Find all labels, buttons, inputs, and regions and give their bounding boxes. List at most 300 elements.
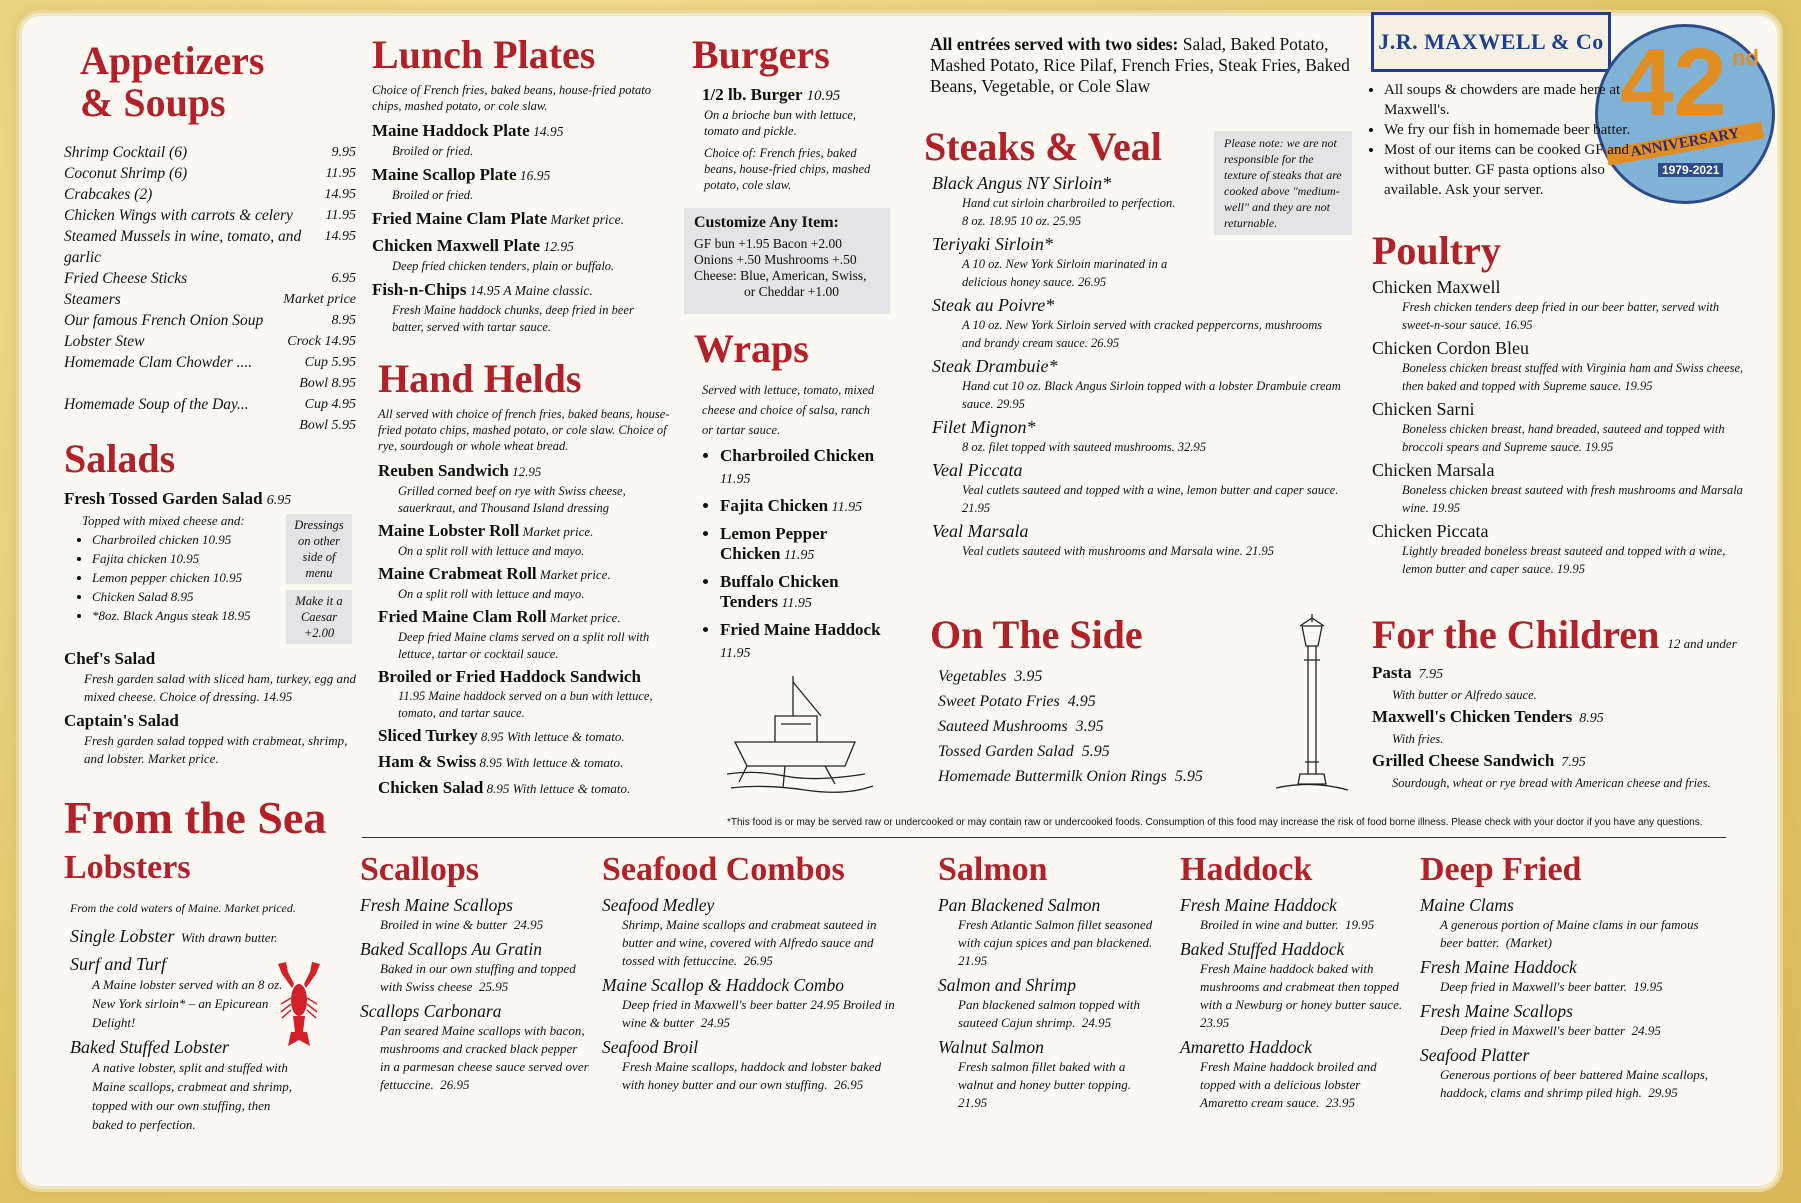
chef-salad-desc: Fresh garden salad with sliced ham, turkey, egg and mixed cheese. Choice of dressing. 14.95 xyxy=(84,671,357,704)
handheld-desc: Grilled corned beef on rye with Swiss cheese, sauerkraut, and Thousand Island dressing xyxy=(398,484,626,515)
deepfried-list xyxy=(1420,894,1710,1102)
appetizer-price: 11.95 xyxy=(325,208,356,223)
appetizer-item xyxy=(64,142,356,163)
appetizer-name: Steamers xyxy=(64,291,121,308)
deepfried-item xyxy=(1420,1000,1710,1040)
wrap-name: Fried Maine Haddock xyxy=(720,620,881,639)
lunch-item xyxy=(372,120,660,160)
poultry-item xyxy=(1372,337,1772,395)
haddock-desc xyxy=(1180,960,1409,1032)
haddock-price: 23.95 xyxy=(1200,996,1409,1030)
appetizer-name: Homemade Soup of the Day... xyxy=(64,396,249,413)
steak-desc xyxy=(932,377,1344,413)
appetizer-price: 6.95 xyxy=(331,271,356,286)
combo-desc-text: Shrimp, Maine scallops and crabmeat sauteed in butter and wine, covered with Alfredo sauce and tossed with fettuccine. xyxy=(622,916,877,968)
appetizer-name: Chicken Wings with carrots & celery xyxy=(64,207,293,224)
handheld-name: Broiled or Fried Haddock Sandwich xyxy=(378,667,641,686)
steak-price: 21.95 xyxy=(962,501,991,515)
burger-item xyxy=(692,84,884,107)
scallop-price: 25.95 xyxy=(472,978,509,994)
handheld-heading xyxy=(378,666,678,688)
scallop-name: Scallops Carbonara xyxy=(360,1000,502,1021)
deepfried-name: Fresh Maine Haddock xyxy=(1420,956,1577,977)
anniversary-years: 1979-2021 xyxy=(1658,163,1723,177)
wrap-item xyxy=(720,496,884,518)
lunch-item-desc: Deep fried chicken tenders, plain or buffalo. xyxy=(392,259,615,273)
lobsters-list xyxy=(64,925,300,1134)
child-price: 7.95 xyxy=(1554,755,1586,770)
lunch-item-price: 14.95 xyxy=(529,124,564,139)
lobster-desc: A Maine lobster served with an 8 oz. New York sirloin* – an Epicurean Delight! xyxy=(92,976,283,1030)
salmon-desc-text: Pan blackened salmon topped with sauteed Cajun shrimp. xyxy=(958,996,1140,1030)
appetizer-name: Steamed Mussels in wine, tomato, and garlic xyxy=(64,228,302,266)
poultry-name: Chicken Sarni xyxy=(1372,399,1475,419)
chef-salad: Chef's Salad xyxy=(64,649,156,668)
salmon-desc-text: Fresh salmon fillet baked with a walnut and honey butter topping. xyxy=(958,1058,1131,1092)
poultry-desc xyxy=(1372,359,1752,395)
handheld-desc: Deep fried Maine clams served on a split roll with lettuce, tartar or cocktail sauce. xyxy=(398,630,650,661)
deepfried-desc xyxy=(1420,978,1710,996)
side-name: Homemade Buttermilk Onion Rings xyxy=(938,768,1167,785)
lobster-inline: With drawn butter. xyxy=(174,929,278,945)
side-item xyxy=(938,739,1260,764)
child-price: 7.95 xyxy=(1411,667,1444,682)
scallop-price: 24.95 xyxy=(507,916,544,932)
deepfried-item xyxy=(1420,956,1710,996)
side-price: 3.95 xyxy=(1006,668,1043,685)
steak-desc xyxy=(932,255,1212,291)
wrap-price: 11.95 xyxy=(720,472,751,487)
handheld-heading xyxy=(378,751,678,774)
poultry-name: Chicken Maxwell xyxy=(1372,277,1501,297)
salmon-title: Salmon xyxy=(938,851,1048,888)
steak-price: 8 oz. 18.95 10 oz. 25.95 xyxy=(962,214,1082,228)
handhelds-title: Hand Helds xyxy=(378,356,582,401)
customize-line: Onions +.50 Mushrooms +.50 xyxy=(694,252,857,267)
steak-name: Steak Drambuie* xyxy=(932,356,1058,376)
lobster-item xyxy=(70,925,300,949)
scallop-item xyxy=(360,1000,590,1094)
salad-topping: • Fajita chicken 10.95 xyxy=(92,549,286,568)
salads-title: Salads xyxy=(64,436,176,481)
appetizer-price: Bowl 5.95 xyxy=(299,418,356,433)
lunch-item-price: 14.95 A Maine classic. xyxy=(466,283,593,298)
deepfried-name: Seafood Platter xyxy=(1420,1044,1530,1065)
salmon-item xyxy=(938,974,1154,1032)
salmon-price: 24.95 xyxy=(1075,1014,1112,1030)
handheld-price: 8.95 With lettuce & tomato. xyxy=(477,729,625,744)
wraps-intro: Served with lettuce, tomato, mixed cheese and choice of salsa, ranch or tartar sauce. xyxy=(702,383,875,437)
handheld-heading xyxy=(378,520,678,543)
lobster-desc: A native lobster, split and stuffed with Maine scallops, crabmeat and shrimp, topped with our own stuffing, then baked to perfection. xyxy=(92,1059,293,1132)
appetizer-item xyxy=(64,184,356,205)
haddock-name: Amaretto Haddock xyxy=(1180,1036,1313,1057)
lobsters-section xyxy=(64,850,300,1134)
scallop-desc-text: Broiled in wine & butter xyxy=(380,916,508,932)
combo-name: Seafood Medley xyxy=(602,894,715,915)
steak-price: 26.95 xyxy=(1074,275,1107,289)
side-item xyxy=(938,714,1260,739)
steak-name: Veal Piccata xyxy=(932,460,1023,480)
poultry-price: 19.95 xyxy=(1581,440,1614,454)
scallops-section xyxy=(360,852,590,1094)
appetizer-name: Shrimp Cocktail (6) xyxy=(64,144,188,161)
appetizer-item xyxy=(64,394,356,415)
salad-topping: • *8oz. Black Angus steak 18.95 xyxy=(92,606,286,625)
poultry-price: 19.95 xyxy=(1621,379,1653,393)
fact-item: • We fry our fish in homemade beer batter. xyxy=(1384,120,1664,140)
burger-name: 1/2 lb. Burger xyxy=(702,85,803,104)
appetizer-item xyxy=(64,331,356,352)
scallops-list xyxy=(360,894,590,1094)
brand-logo xyxy=(1371,12,1611,72)
boat-illustration xyxy=(725,670,875,800)
lunch-intro: Choice of French fries, baked beans, house-fried potato chips, mashed potato, or cole slaw. xyxy=(372,83,651,113)
captain-salad: Captain's Salad xyxy=(64,711,179,730)
appetizer-name: Crabcakes (2) xyxy=(64,186,153,203)
wrap-item xyxy=(720,572,884,614)
lunch-item-heading xyxy=(372,164,660,187)
child-item xyxy=(1372,706,1772,748)
combo-desc xyxy=(602,916,902,970)
wrap-item xyxy=(720,524,884,566)
raw-food-warning: *This food is or may be served raw or undercooked or may contain raw or undercooked foods. Consumption of this food may increase the risk of food borne illness. Please check with your doctor if you have any questions. xyxy=(727,817,1703,828)
poultry-name: Chicken Cordon Bleu xyxy=(1372,338,1529,358)
burgers-section xyxy=(692,34,884,193)
combo-desc-text: Fresh Maine scallops, haddock and lobster baked with honey butter and our own stuffing. xyxy=(622,1058,882,1092)
customize-list xyxy=(694,236,880,300)
wraps-list xyxy=(694,446,884,664)
lunch-item-price: Market price. xyxy=(547,212,625,227)
entrees-note-text: Salad, Baked Potato, Mashed Potato, Rice Pilaf, French Fries, Steak Fries, Baked Beans, Vegetable, or Cole Slaw xyxy=(930,34,1350,96)
deepfried-desc-text: Deep fried in Maxwell's beer batter xyxy=(1440,1022,1626,1038)
appetizer-name: Fried Cheese Sticks xyxy=(64,270,188,287)
lunch-item xyxy=(372,235,660,275)
salmon-name: Pan Blackened Salmon xyxy=(938,894,1101,915)
haddock-name: Fresh Maine Haddock xyxy=(1180,894,1337,915)
customize-box xyxy=(684,208,890,314)
handheld-price: Market price. xyxy=(519,524,594,539)
onside-list xyxy=(930,664,1260,789)
haddock-section xyxy=(1180,851,1409,1112)
salmon-name: Walnut Salmon xyxy=(938,1036,1044,1057)
child-heading xyxy=(1372,662,1772,686)
lunch-item-desc: Broiled or fried. xyxy=(392,144,474,158)
side-price: 4.95 xyxy=(1059,693,1096,710)
lunch-item-name: Maine Scallop Plate xyxy=(372,165,517,184)
haddock-desc-text: Fresh Maine haddock broiled and topped with a delicious lobster Amaretto cream sauce. xyxy=(1200,1058,1377,1110)
wrap-price: 11.95 xyxy=(828,500,863,515)
deepfried-desc-text: Deep fried in Maxwell's beer batter. xyxy=(1440,978,1627,994)
combo-name: Maine Scallop & Haddock Combo xyxy=(602,974,845,995)
scallop-desc xyxy=(360,916,590,934)
deepfried-price: (Market) xyxy=(1499,934,1552,950)
child-heading xyxy=(1372,706,1772,730)
steak-name: Veal Marsala xyxy=(932,521,1029,541)
steak-desc-text: Hand cut 10 oz. Black Angus Sirloin topped with a lobster Drambuie cream sauce. xyxy=(962,379,1341,411)
steak-name: Steak au Poivre* xyxy=(932,295,1055,315)
steak-desc-text: Veal cutlets sauteed and topped with a wine, lemon butter and caper sauce. xyxy=(962,483,1339,497)
deepfried-name: Maine Clams xyxy=(1420,894,1514,915)
lunch-item-heading xyxy=(372,120,660,143)
burger-price: 10.95 xyxy=(806,88,841,104)
salad-toppings xyxy=(64,530,286,625)
salmon-desc-text: Fresh Atlantic Salmon fillet seasoned with cajun spices and pan blackened. xyxy=(958,916,1153,950)
burger-choice: Choice of: French fries, baked beans, house-fried chips, mashed potato, cole slaw. xyxy=(704,146,871,192)
handheld-heading xyxy=(378,777,678,800)
haddock-desc-text: Broiled in wine and butter. xyxy=(1200,916,1339,932)
child-name: Pasta xyxy=(1372,663,1412,682)
sea-title: From the Sea xyxy=(64,792,327,843)
deepfried-item xyxy=(1420,894,1710,952)
children-list xyxy=(1372,662,1772,792)
lunch-item-name: Maine Haddock Plate xyxy=(372,121,530,140)
lobsters-title: Lobsters xyxy=(64,849,191,886)
poultry-desc xyxy=(1372,481,1752,517)
child-heading xyxy=(1372,750,1772,774)
haddock-item xyxy=(1180,938,1409,1032)
handheld-heading xyxy=(378,460,678,483)
lobster-name: Surf and Turf xyxy=(70,953,167,974)
salmon-item xyxy=(938,894,1159,970)
appetizer-price: 14.95 xyxy=(324,187,356,202)
poultry-name: Chicken Piccata xyxy=(1372,521,1489,541)
appetizers-section xyxy=(64,40,364,436)
handheld-price: 8.95 With lettuce & tomato. xyxy=(476,755,624,770)
child-item xyxy=(1372,662,1772,704)
handheld-item xyxy=(378,606,678,663)
handhelds-list xyxy=(378,460,678,800)
poultry-desc xyxy=(1372,298,1752,334)
deepfried-price: 29.95 xyxy=(1641,1084,1678,1100)
lunch-item-price: 12.95 xyxy=(540,239,574,254)
steak-desc-text: Hand cut sirloin charbroiled to perfection. xyxy=(962,196,1176,210)
children-title: For the Children xyxy=(1372,612,1660,657)
appetizer-price: 8.95 xyxy=(331,313,356,328)
wrap-price: 11.95 xyxy=(720,646,751,661)
combo-item xyxy=(602,1036,902,1094)
customize-line: Cheese: Blue, American, Swiss, xyxy=(694,268,867,283)
combo-desc-text: Deep fried in Maxwell's beer batter 24.95 Broiled in wine & butter xyxy=(622,996,895,1030)
anniversary-suffix: nd xyxy=(1732,45,1759,70)
customize-title: Customize Any Item: xyxy=(694,214,839,231)
lunch-item-heading xyxy=(372,235,660,258)
lunch-item-name: Fried Maine Clam Plate xyxy=(372,209,548,228)
garden-salad xyxy=(64,488,362,512)
lunch-item-name: Fish-n-Chips xyxy=(372,280,467,299)
combo-desc xyxy=(602,1058,902,1094)
steak-desc xyxy=(932,542,1344,560)
deepfried-desc xyxy=(1420,1022,1710,1040)
steak-desc-text: A 10 oz. New York Sirloin served with cracked peppercorns, mushrooms and brandy cream sauce. xyxy=(962,318,1323,350)
salad-topping: • Lemon pepper chicken 10.95 xyxy=(92,568,286,587)
appetizer-price: Cup 4.95 xyxy=(304,397,356,412)
entrees-note-bold: All entrées served with two sides: xyxy=(930,34,1179,54)
scallop-item xyxy=(360,894,590,934)
appetizer-name: Coconut Shrimp (6) xyxy=(64,165,188,182)
steak-price: 32.95 xyxy=(1174,440,1206,454)
appetizers-list xyxy=(64,142,356,436)
haddock-desc-text: Fresh Maine haddock baked with mushrooms and crabmeat then topped with a Newburg or honey butter sauce. xyxy=(1200,960,1403,1012)
handheld-item xyxy=(378,563,678,603)
lobster-heading xyxy=(70,925,300,949)
scallop-item xyxy=(360,938,590,996)
handheld-item xyxy=(378,520,678,560)
handheld-heading xyxy=(378,563,678,586)
side-item xyxy=(938,764,1260,789)
lunch-item-heading xyxy=(372,208,660,231)
scallop-name: Baked Scallops Au Gratin xyxy=(360,938,542,959)
poultry-desc-text: Boneless chicken breast stuffed with Virginia ham and Swiss cheese, then baked and topped with Supreme sauce. xyxy=(1402,361,1744,393)
salmon-price: 21.95 xyxy=(958,1076,1138,1110)
steak-item xyxy=(932,520,1344,560)
side-item xyxy=(938,689,1260,714)
children-section xyxy=(1372,614,1772,792)
customize-line: or Cheddar +1.00 xyxy=(744,284,839,299)
deepfried-price: 19.95 xyxy=(1626,978,1663,994)
burger-desc: On a brioche bun with lettuce, tomato and pickle. xyxy=(704,108,857,138)
steak-desc xyxy=(932,316,1344,352)
steak-desc xyxy=(932,481,1344,517)
steak-desc-text: 8 oz. filet topped with sauteed mushrooms. xyxy=(962,440,1175,454)
steak-price: 26.95 xyxy=(1087,336,1120,350)
lobster-heading xyxy=(70,1036,300,1058)
combo-name: Seafood Broil xyxy=(602,1036,699,1057)
garden-salad-name: Fresh Tossed Garden Salad xyxy=(64,489,263,508)
handheld-item xyxy=(378,725,678,748)
steaks-note: Please note: we are not responsible for the texture of steaks that are cooked above "medium-well" and they are not returnable. xyxy=(1214,131,1352,235)
poultry-title: Poultry xyxy=(1372,228,1501,273)
appetizer-item xyxy=(64,373,356,394)
side-price: 5.95 xyxy=(1166,768,1203,785)
deepfried-title: Deep Fried xyxy=(1420,851,1582,888)
wraps-title: Wraps xyxy=(694,326,809,371)
handheld-heading xyxy=(378,606,678,629)
haddock-price: 23.95 xyxy=(1319,1094,1356,1110)
handheld-name: Maine Crabmeat Roll xyxy=(378,564,537,583)
lunch-item-name: Chicken Maxwell Plate xyxy=(372,236,541,255)
handheld-item xyxy=(378,751,678,774)
appetizers-title: Appetizers & Soups xyxy=(80,38,265,125)
lunch-list xyxy=(372,120,660,336)
combos-section xyxy=(602,852,902,1094)
caesar-note: Make it a Caesar +2.00 xyxy=(286,590,352,644)
wrap-name: Buffalo Chicken Tenders xyxy=(720,572,839,611)
lobster-name: Single Lobster xyxy=(70,925,175,946)
poultry-price: 19.95 xyxy=(1553,562,1585,576)
salad-topping: • Charbroiled chicken 10.95 xyxy=(92,530,286,549)
lobster-heading xyxy=(70,953,300,975)
poultry-desc-text: Lightly breaded boneless breast sauteed and topped with a wine, lemon butter and caper sauce. xyxy=(1402,544,1726,576)
child-name: Grilled Cheese Sandwich xyxy=(1372,751,1555,770)
salmon-name: Salmon and Shrimp xyxy=(938,974,1077,995)
handheld-name: Ham & Swiss xyxy=(378,752,477,771)
handheld-desc: On a split roll with lettuce and mayo. xyxy=(398,587,585,601)
handhelds-section xyxy=(378,358,678,800)
child-desc: With butter or Alfredo sauce. xyxy=(1392,688,1537,702)
wrap-name: Charbroiled Chicken xyxy=(720,446,875,465)
side-name: Vegetables xyxy=(938,668,1007,685)
steak-name: Filet Mignon* xyxy=(932,417,1036,437)
poultry-price: 16.95 xyxy=(1501,318,1533,332)
side-price: 3.95 xyxy=(1067,718,1104,735)
scallops-title: Scallops xyxy=(360,851,480,888)
poultry-item xyxy=(1372,459,1772,517)
lunch-title: Lunch Plates xyxy=(372,32,596,77)
scallop-desc xyxy=(360,960,590,996)
steak-item xyxy=(932,459,1344,517)
handheld-desc: 11.95 Maine haddock served on a bun with lettuce, tomato, and tartar sauce. xyxy=(398,689,653,720)
steak-desc-text: A 10 oz. New York Sirloin marinated in a delicious honey sauce. xyxy=(962,257,1168,289)
steak-desc xyxy=(932,194,1212,230)
fact-item: • Most of our items can be cooked GF and without butter. GF pasta options also available. Ask your server. xyxy=(1384,140,1664,200)
poultry-name: Chicken Marsala xyxy=(1372,460,1495,480)
captain-salad-desc: Fresh garden salad topped with crabmeat, shrimp, and lobster. Market price. xyxy=(84,733,348,766)
poultry-item xyxy=(1372,520,1772,578)
lobsters-intro: From the cold waters of Maine. Market priced. xyxy=(70,900,296,915)
wrap-price: 11.95 xyxy=(780,548,815,563)
child-price: 8.95 xyxy=(1572,711,1604,726)
steak-item xyxy=(932,355,1344,413)
haddock-item xyxy=(1180,894,1406,934)
steak-desc-text: Veal cutlets sauteed with mushrooms and Marsala wine. xyxy=(962,544,1243,558)
appetizer-price: Bowl 8.95 xyxy=(299,376,356,391)
steak-item xyxy=(932,416,1344,456)
handheld-name: Reuben Sandwich xyxy=(378,461,509,480)
handheld-item xyxy=(378,666,678,722)
child-name: Maxwell's Chicken Tenders xyxy=(1372,707,1573,726)
onside-title: On The Side xyxy=(930,612,1143,657)
children-sub: 12 and under xyxy=(1667,636,1737,651)
appetizer-item xyxy=(64,163,356,184)
handheld-price: Market price. xyxy=(546,610,621,625)
scallop-name: Fresh Maine Scallops xyxy=(360,894,513,915)
salmon-item xyxy=(938,1036,1154,1112)
salad-topped-text: Topped with mixed cheese and: xyxy=(82,513,245,528)
child-item xyxy=(1372,750,1772,792)
handheld-name: Maine Lobster Roll xyxy=(378,521,520,540)
lobster-item xyxy=(70,1036,300,1134)
lunch-item xyxy=(372,208,660,231)
burgers-title: Burgers xyxy=(692,32,830,77)
customize-line: GF bun +1.95 Bacon +2.00 xyxy=(694,236,842,251)
deepfried-desc-text: A generous portion of Maine clams in our famous beer batter. xyxy=(1440,916,1699,950)
appetizer-price: 14.95 xyxy=(324,229,356,244)
combo-price: 26.95 xyxy=(827,1076,864,1092)
appetizer-price: 11.95 xyxy=(325,166,356,181)
side-name: Sweet Potato Fries xyxy=(938,693,1060,710)
combo-price: 24.95 xyxy=(694,1014,730,1030)
combo-item xyxy=(602,894,902,970)
poultry-section xyxy=(1372,230,1772,578)
handheld-name: Fried Maine Clam Roll xyxy=(378,607,547,626)
salmon-price: 21.95 xyxy=(958,934,1159,968)
lunch-item xyxy=(372,279,660,336)
deepfried-section xyxy=(1420,852,1710,1102)
lunch-item-desc: Fresh Maine haddock chunks, deep fried in beer batter, served with tartar sauce. xyxy=(392,303,634,334)
poultry-desc xyxy=(1372,420,1752,456)
lobster-icon xyxy=(276,960,322,1050)
section-divider xyxy=(362,837,1726,838)
haddock-item xyxy=(1180,1036,1406,1112)
scallop-price: 26.95 xyxy=(433,1076,470,1092)
salmon-desc xyxy=(938,1058,1154,1112)
dressings-note: Dressings on other side of menu xyxy=(286,514,352,584)
deepfried-item xyxy=(1420,1044,1710,1102)
appetizer-price: Cup 5.95 xyxy=(304,355,356,370)
salads-section xyxy=(64,438,362,768)
steaks-title: Steaks & Veal xyxy=(924,124,1162,169)
